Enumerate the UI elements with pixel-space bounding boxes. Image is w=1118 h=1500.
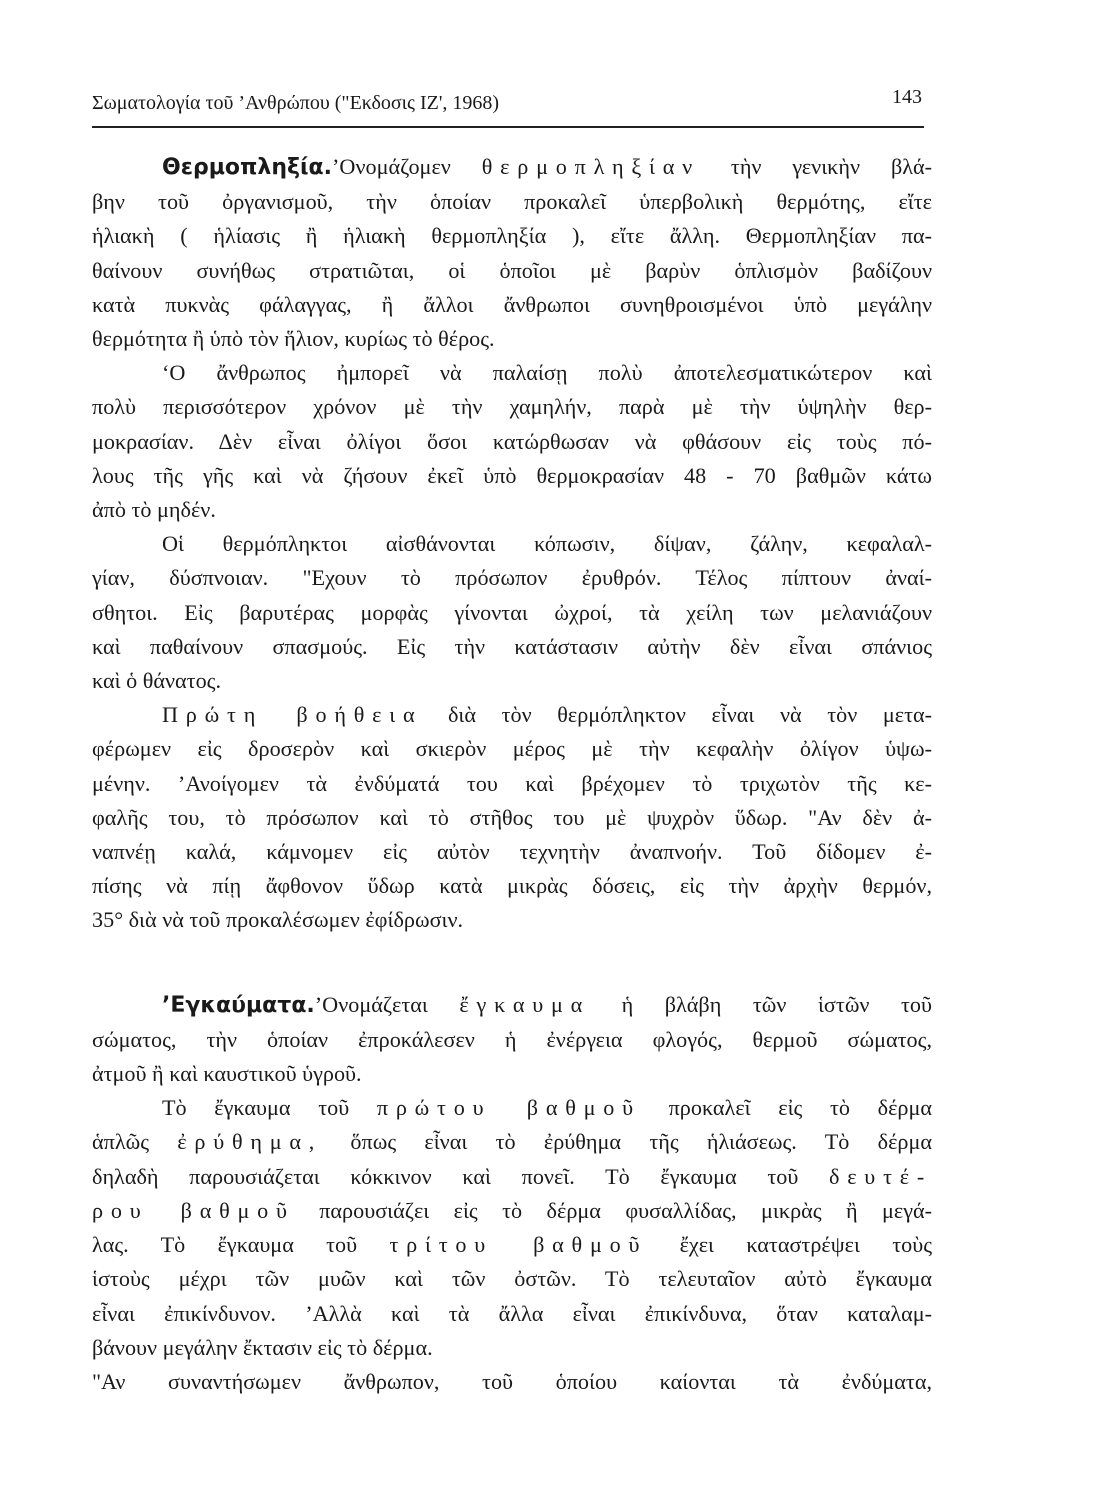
spaced-term: ρου βαθμοῦ [92,1197,295,1223]
text-line: πίσης νὰ πίῃ ἄφθονον ὕδωρ κατὰ μικρὰς δόσεις, εἰς τὴν ἀρχὴν θερμόν, [92,873,932,899]
text-line: ἀπὸ τὸ μηδέν. [92,497,216,523]
text-line [92,1125,932,1159]
text-line [92,150,932,185]
text-line: ἀτμοῦ ἢ καὶ καυστικοῦ ὑγροῦ. [92,1061,362,1087]
text-span: ἁπλῶς [92,1129,149,1155]
text-line: μένην. ’Ανοίγομεν τὰ ἐνδύματά του καὶ βρέχομεν τὸ τριχωτὸν τῆς κε- [92,770,932,796]
text-span: λας. Τὸ ἔγκαυμα τοῦ [92,1232,358,1258]
text-span: δηλαδὴ παρουσιάζεται κόκκινον καὶ πονεῖ. Τὸ ἔγκαυμα τοῦ [92,1163,799,1189]
section-heading-burns: ’Εγκαύματα. [162,992,315,1018]
text-span: προκαλεῖ εἰς τὸ δέρμα [668,1095,933,1121]
page-number: 143 [892,86,922,108]
running-head-title: Σωματολογία τοῦ ’Ανθρώπου ("Εκδοσις ΙΖ', 1968) [92,92,500,114]
text-line: "Αν συναντήσωμεν ἄνθρωπον, τοῦ ὁποίου καίονται τὰ ἐνδύματα, [92,1368,932,1394]
spaced-term: Πρώτη βοήθεια [162,702,423,728]
paragraph-cold-tolerance [92,356,932,527]
text-span: ὅπως εἶναι τὸ ἐρύθημα τῆς ἡλιάσεως. Τὸ δέρμα [350,1129,933,1155]
spaced-term: πρώτου βαθμοῦ [376,1095,641,1121]
text-line: ἱστοὺς μέχρι τῶν μυῶν καὶ τῶν ὀστῶν. Τὸ τελευταῖον αὐτὸ ἔγκαυμα [92,1266,932,1292]
text-line: σώματος, τὴν ὁποίαν ἐπροκάλεσεν ἡ ἐνέργεια φλογός, θερμοῦ σώματος, [92,1026,932,1052]
paragraph-symptoms [92,527,932,698]
text-line: καὶ παθαίνουν σπασμούς. Εἰς τὴν κατάστασιν αὐτὴν δὲν εἶναι σπάνιος [92,633,932,659]
text-span: ἔχει καταστρέψει τοὺς [679,1232,933,1258]
text-line: θαίνουν συνήθως στρατιῶται, οἱ ὁποῖοι μὲ βαρὺν ὁπλισμὸν βαδίζουν [92,257,932,283]
spaced-term: τρίτου βαθμοῦ [389,1232,648,1258]
paragraph-heatstroke-definition [92,150,932,356]
text-line [92,1228,932,1262]
text-line: λους τῆς γῆς καὶ νὰ ζήσουν ἐκεῖ ὑπὸ θερμοκρασίαν 48 - 70 βαθμῶν κάτω [92,462,932,488]
section-gap [92,938,932,988]
text-span: τὴν γενικὴν βλά- [730,154,933,179]
text-span: Τὸ ἔγκαυμα τοῦ [162,1095,350,1121]
text-line: Οἱ θερμόπληκτοι αἰσθάνονται κόπωσιν, δίψαν, ζάλην, κεφαλαλ- [162,531,932,557]
text-line: ‘Ο ἄνθρωπος ἠμπορεῖ νὰ παλαίσῃ πολὺ ἀποτελεσματικώτερον καὶ [162,360,932,386]
text-span: ’Ονομάζεται [314,991,428,1017]
text-line [92,1160,932,1194]
text-line: εἶναι ἐπικίνδυνον. ’Αλλὰ καὶ τὰ ἄλλα εἶναι ἐπικίνδυνα, ὅταν καταλαμ- [92,1300,932,1326]
text-span: διὰ τὸν θερμόπληκτον εἶναι νὰ τὸν μετα- [447,702,932,728]
text-line: ἡλιακὴ ( ἡλίασις ἢ ἡλιακὴ θερμοπληξία ), εἴτε ἄλλη. Θερμοπληξίαν πα- [92,223,932,249]
text-line [92,1091,932,1125]
spaced-term: θερμοπληξίαν [481,154,700,179]
text-line: πολὺ περισσότερον χρόνον μὲ τὴν χαμηλήν, παρὰ μὲ τὴν ὑψηλὴν θερ- [92,394,932,420]
text-line [92,988,932,1023]
spaced-term: δευτέ- [829,1163,932,1189]
paragraph-burn-degrees [92,1091,932,1365]
text-span: ἡ βλάβη τῶν ἱστῶν τοῦ [621,991,932,1017]
text-line: φέρωμεν εἰς δροσερὸν καὶ σκιερὸν μέρος μὲ τὴν κεφαλὴν ὀλίγον ὑψω- [92,736,932,762]
text-span: ’Ονομάζομεν [332,154,451,179]
text-line: βην τοῦ ὀργανισμοῦ, τὴν ὁποίαν προκαλεῖ ὑπερβολικὴ θερμότης, εἴτε [92,189,932,215]
text-span: παρουσιάζει εἰς τὸ δέρμα φυσαλλίδας, μικρὰς ἢ μεγά- [319,1197,933,1223]
body-text [92,150,932,1399]
text-line: σθητοι. Εἰς βαρυτέρας μορφὰς γίνονται ὠχροί, τὰ χείλη των μελανιάζουν [92,599,932,625]
text-line [92,698,932,732]
text-line: θερμότητα ἢ ὑπὸ τὸν ἥλιον, κυρίως τὸ θέρος. [92,326,495,352]
spaced-term: ἔγκαυμα [459,991,591,1017]
paragraph-burning-clothes [92,1365,932,1399]
paragraph-burns-definition [92,988,932,1092]
running-head [92,86,924,128]
spaced-term: ἐρύθημα, [177,1129,323,1155]
text-line: ναπνέῃ καλά, κάμνομεν εἰς αὐτὸν τεχνητὴν ἀναπνοήν. Τοῦ δίδομεν ἐ- [92,839,932,865]
text-line: μοκρασίαν. Δὲν εἶναι ὀλίγοι ὅσοι κατώρθωσαν νὰ φθάσουν εἰς τοὺς πό- [92,428,932,454]
text-line: φαλῆς του, τὸ πρόσωπον καὶ τὸ στῆθος του μὲ ψυχρὸν ὕδωρ. "Αν δὲν ἀ- [92,804,932,830]
text-line [92,1194,932,1228]
text-line: γίαν, δύσπνοιαν. "Εχουν τὸ πρόσωπον ἐρυθρόν. Τέλος πίπτουν ἀναί- [92,565,932,591]
text-line: καὶ ὁ θάνατος. [92,668,222,694]
section-heading-heatstroke: Θερμοπληξία. [162,155,333,180]
text-line: βάνουν μεγάλην ἔκτασιν εἰς τὸ δέρμα. [92,1334,433,1360]
text-line: 35° διὰ νὰ τοῦ προκαλέσωμεν ἐφίδρωσιν. [92,907,464,933]
paragraph-first-aid [92,698,932,937]
text-line: κατὰ πυκνὰς φάλαγγας, ἢ ἄλλοι ἄνθρωποι συνηθροισμένοι ὑπὸ μεγάλην [92,291,932,317]
